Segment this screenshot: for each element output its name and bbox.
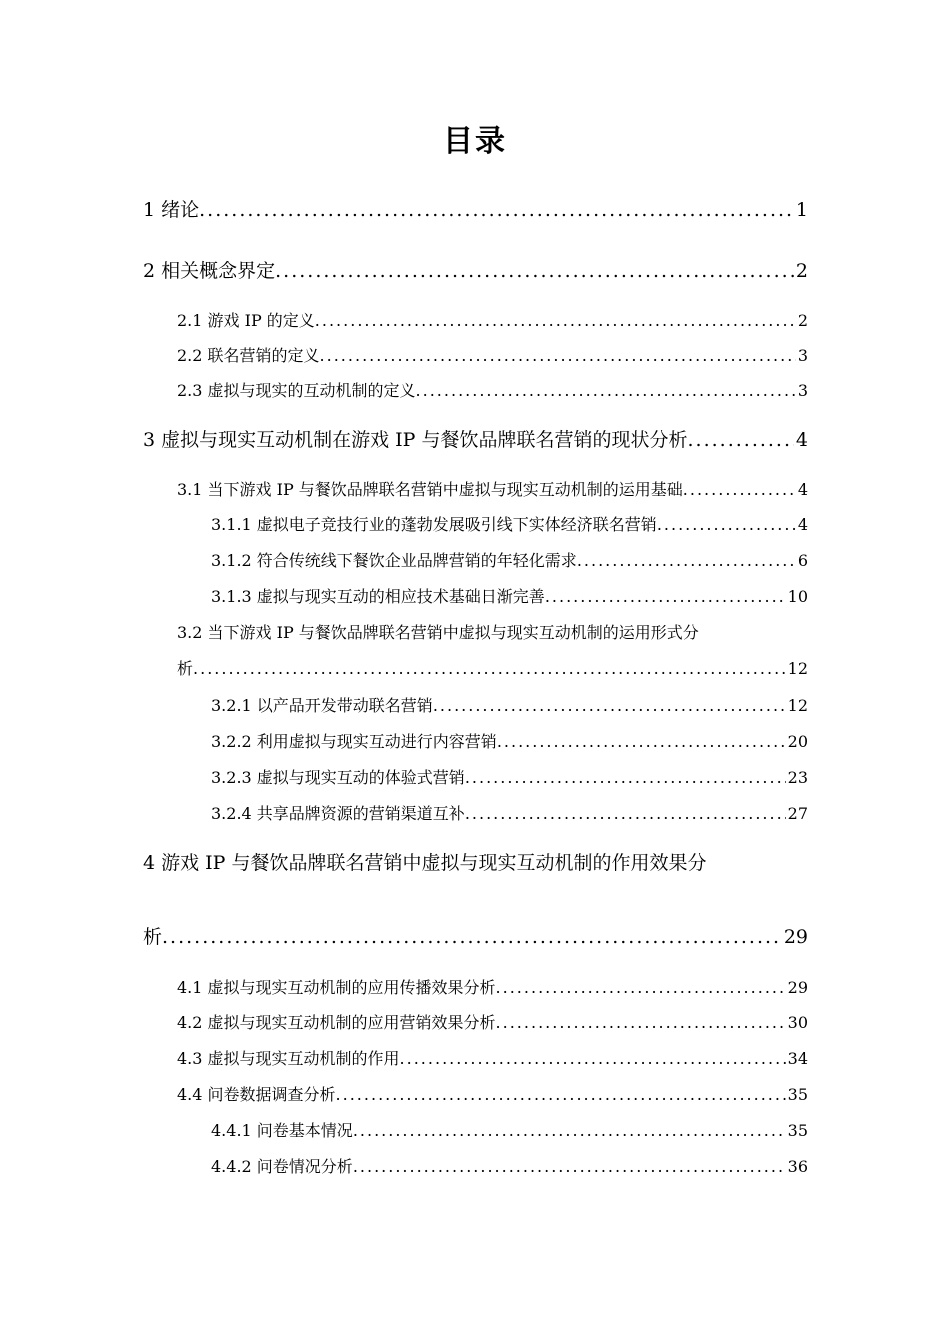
toc-entry-label: 4.4 问卷数据调查分析 [177, 1085, 336, 1104]
dot-leader [545, 584, 786, 610]
toc-entry-label: 3.1.2 符合传统线下餐饮企业品牌营销的年轻化需求 [211, 551, 577, 570]
toc-entry-page: 2 [795, 260, 808, 282]
toc-entry[interactable] [211, 801, 808, 827]
dot-leader [497, 729, 786, 755]
toc-entry-label-line1[interactable]: 3.2 当下游戏 IP 与餐饮品牌联名营销中虚拟与现实互动机制的运用形式分 [177, 623, 699, 642]
dot-leader [496, 975, 786, 1001]
toc-entry-label: 3.1.3 虚拟与现实互动的相应技术基础日渐完善 [211, 587, 545, 606]
toc-entry[interactable] [211, 1154, 808, 1180]
dot-leader [353, 1118, 786, 1144]
dot-leader [416, 378, 796, 404]
toc-entry-label: 4.4.2 问卷情况分析 [211, 1157, 353, 1176]
page-title: 目录 [443, 124, 507, 159]
dot-leader [315, 308, 796, 334]
toc-entry[interactable] [177, 477, 808, 503]
toc-entry[interactable] [177, 308, 808, 334]
dot-leader [688, 425, 794, 455]
dot-leader [657, 512, 796, 538]
toc-entry[interactable] [143, 425, 808, 455]
dot-leader [336, 1082, 786, 1108]
dot-leader [496, 1010, 786, 1036]
dot-leader [193, 656, 786, 682]
toc-entry-page: 29 [787, 978, 808, 997]
toc-entry-page: 30 [787, 1013, 808, 1032]
toc-entry-page: 36 [787, 1157, 808, 1176]
toc-entry-page: 4 [795, 429, 808, 451]
toc-entry-label: 析 [177, 659, 194, 678]
dot-leader [400, 1046, 786, 1072]
dot-leader [465, 801, 786, 827]
toc-entry-label: 析 [143, 926, 163, 948]
toc-entry-label: 3.2.2 利用虚拟与现实互动进行内容营销 [211, 732, 497, 751]
toc-entry-page: 3 [797, 381, 808, 400]
toc-entry-label: 3 虚拟与现实互动机制在游戏 IP 与餐饮品牌联名营销的现状分析 [143, 429, 688, 451]
toc-entry[interactable] [211, 729, 808, 755]
dot-leader [353, 1154, 786, 1180]
toc-entry-page: 35 [787, 1121, 808, 1140]
toc-entry-label-line1[interactable]: 4 游戏 IP 与餐饮品牌联名营销中虚拟与现实互动机制的作用效果分 [143, 852, 707, 874]
toc-entry[interactable] [143, 922, 808, 952]
toc-entry-page: 4 [797, 515, 808, 534]
toc-entry-label: 2 相关概念界定 [143, 260, 276, 282]
toc-entry-label: 4.1 虚拟与现实互动机制的应用传播效果分析 [177, 978, 496, 997]
toc-entry-page: 4 [797, 480, 808, 499]
toc-entry-page: 27 [787, 804, 808, 823]
toc-entry-page: 29 [783, 926, 808, 948]
toc-entry[interactable] [211, 548, 808, 574]
toc-entry-page: 12 [787, 659, 808, 678]
dot-leader [465, 765, 786, 791]
toc-entry-page: 2 [797, 311, 808, 330]
toc-entry[interactable] [143, 256, 808, 286]
toc-entry[interactable] [177, 1010, 808, 1036]
toc-entry[interactable] [211, 693, 808, 719]
toc-entry[interactable] [211, 1118, 808, 1144]
dot-leader [320, 343, 796, 369]
toc-entry-label: 3.2.3 虚拟与现实互动的体验式营销 [211, 768, 465, 787]
toc-entry-label: 4.4.1 问卷基本情况 [211, 1121, 353, 1140]
toc-entry[interactable] [177, 378, 808, 404]
toc-entry-label: 4.3 虚拟与现实互动机制的作用 [177, 1049, 400, 1068]
toc-entry[interactable] [177, 1082, 808, 1108]
toc-entry-page: 34 [787, 1049, 808, 1068]
toc-entry-page: 10 [787, 587, 808, 606]
toc-entry-page: 12 [787, 696, 808, 715]
toc-entry-page: 3 [797, 346, 808, 365]
toc-entry-page: 35 [787, 1085, 808, 1104]
toc-entry-page: 6 [797, 551, 808, 570]
dot-leader [577, 548, 796, 574]
dot-leader [275, 256, 794, 286]
toc-entry[interactable] [177, 1046, 808, 1072]
toc-entry-label: 2.1 游戏 IP 的定义 [177, 311, 315, 330]
dot-leader [162, 922, 782, 952]
toc-entry-label: 3.1.1 虚拟电子竞技行业的蓬勃发展吸引线下实体经济联名营销 [211, 515, 657, 534]
toc-entry-label: 3.1 当下游戏 IP 与餐饮品牌联名营销中虚拟与现实互动机制的运用基础 [177, 480, 683, 499]
toc-entry[interactable] [211, 584, 808, 610]
toc-entry[interactable] [177, 656, 808, 682]
dot-leader [683, 477, 796, 503]
toc-entry-label: 3.2.4 共享品牌资源的营销渠道互补 [211, 804, 465, 823]
toc-entry-label: 2.2 联名营销的定义 [177, 346, 320, 365]
toc-entry-page: 1 [795, 199, 808, 221]
toc-entry-label: 4.2 虚拟与现实互动机制的应用营销效果分析 [177, 1013, 496, 1032]
toc-entry-label: 2.3 虚拟与现实的互动机制的定义 [177, 381, 416, 400]
toc-entry-label: 3.2.1 以产品开发带动联名营销 [211, 696, 433, 715]
toc-entry[interactable] [211, 765, 808, 791]
toc-entry-label: 1 绪论 [143, 199, 200, 221]
toc-entry[interactable] [177, 343, 808, 369]
dot-leader [433, 693, 786, 719]
toc-entry[interactable] [211, 512, 808, 538]
toc-entry[interactable] [177, 975, 808, 1001]
toc-entry[interactable] [143, 195, 808, 225]
toc-entry-page: 20 [787, 732, 808, 751]
dot-leader [199, 195, 794, 225]
toc-entry-page: 23 [787, 768, 808, 787]
